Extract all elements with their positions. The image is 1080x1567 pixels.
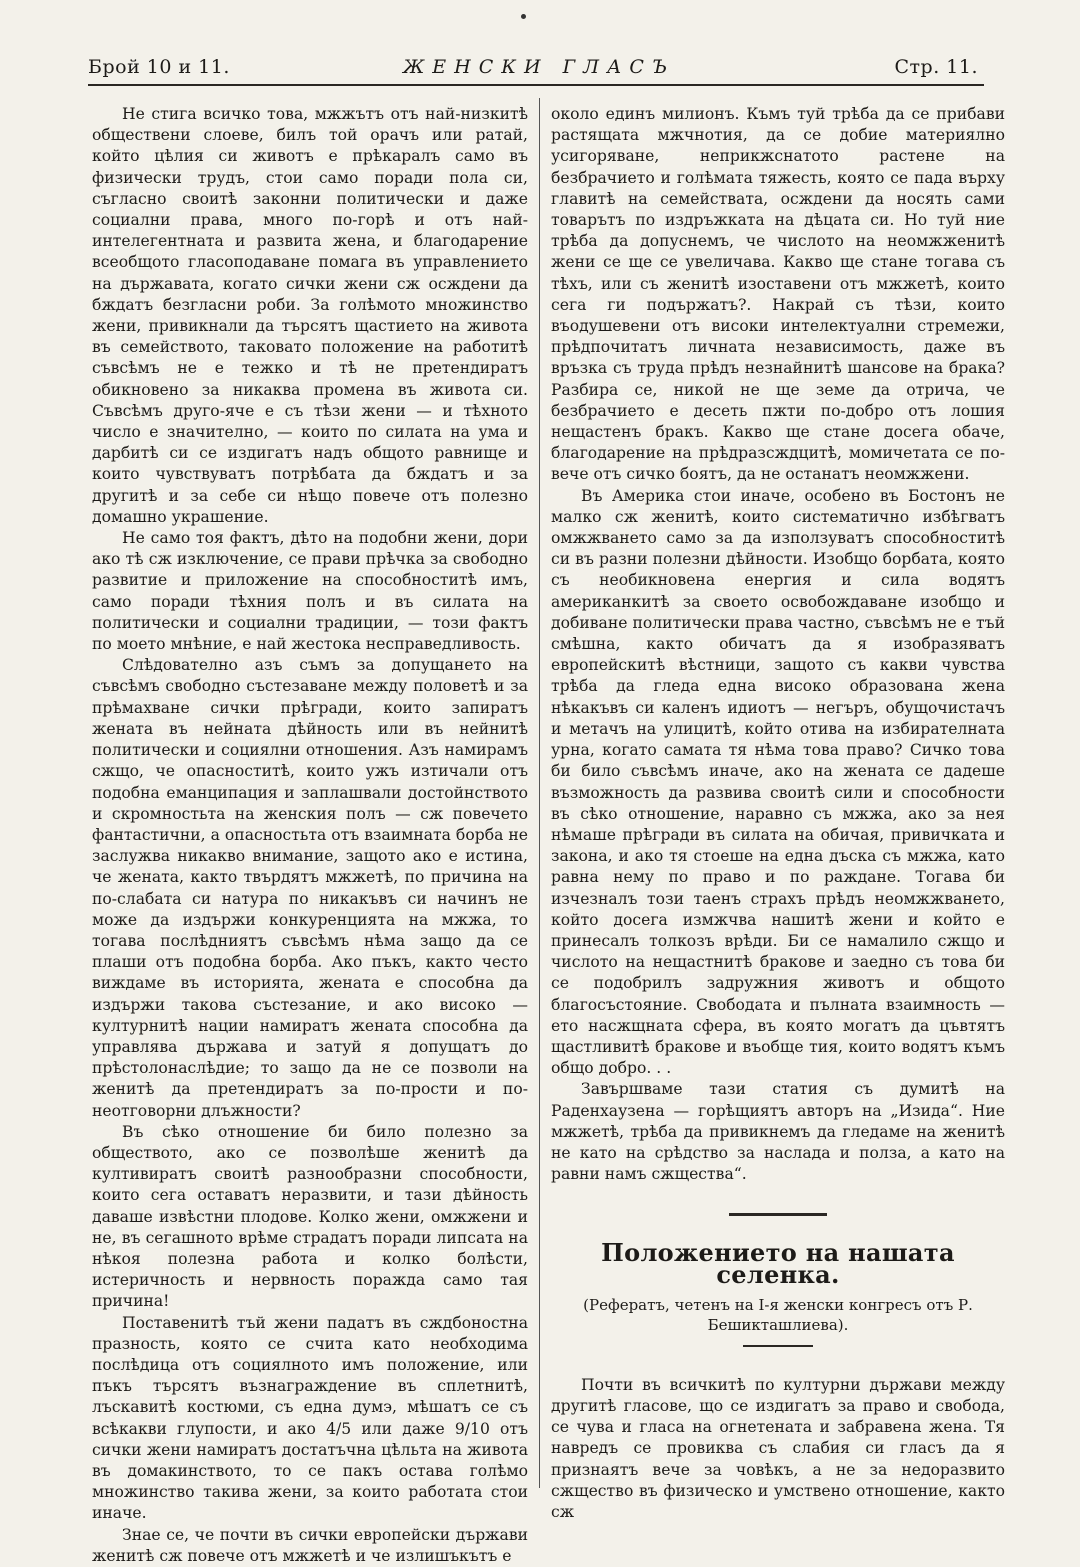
- paragraph: Въ Америка стои иначе, особено въ Бостонъ не малко сж женитѣ, които систематично избѣгватъ омжжването само за да използуватъ способноститѣ си въ разни полезни дѣйности. Изобщо борбата, която съ необикновена енергия и сила водятъ американкитѣ за своето освобождаване изобщо и добиване политически права частно, съвсѣмъ не е тъй смѣшна, както обичатъ да я изобразяватъ европейскитѣ вѣстници, защото съ какви чувства трѣба да гледа една високо образована жена нѣкакъвъ си каленъ идиотъ — негъръ, обущочистачъ и метачъ на улицитѣ, който отива на избирателната урна, когато самата тя нѣма това право? Сичко това би било съвсѣмъ иначе, ако на жената се дадеше възможность да развива своитѣ сили и способности въ сѣко отношение, наравно съ мжжа, ако за нея нѣмаше прѣгради въ силата на обичая, привичката и закона, и ако тя стоеше на една дъска съ мжжа, като равна нему по право и по раждане. Тогава би изчезналъ този таенъ страхъ прѣдъ неомжжването, който досега измжчва нашитѣ жени и който е принесалъ толкозъ врѣди. Би се намалило сжщо и числото на нещастнитѣ бракове и заедно съ това би се подобрилъ задружния животъ и общото благосъстояние. Свободата и пълната взаимность — ето насжщната сфера, въ която могатъ да цъвтятъ щастливитѣ бракове и въобще тия, които водятъ къмъ общо добро. . .: [551, 486, 1005, 1078]
- masthead-title: ЖЕНСКИ ГЛАСЪ: [402, 56, 676, 78]
- paragraph: Завършваме тази статия съ думитѣ на Раденхаузена — горѣщиятъ авторъ на „Изида“. Ние мжжетѣ, трѣба да привикнемъ да гледаме на женитѣ не като на срѣдство за наслада и полза, а като на равни намъ сжщества“.: [551, 1080, 1005, 1184]
- column-divider: [539, 98, 540, 1488]
- paragraph: Слѣдователно азъ съмъ за допущането на съвсѣмъ свободно състезаване между половетѣ и за прѣмахване сички прѣгради, които запиратъ жената въ нейната дѣйность или въ нейнитѣ политически и социялни отношения. Азъ намирамъ сжщо, че опасноститѣ, които ужъ изтичали отъ подобна еманципация и заплашвали достойнството и скромностьта на женския полъ — сж повечето фантастични, а опасностьта отъ взаимната борба не заслужва никакво внимание, защото ако е истина, че жената, както твърдятъ мжжетѣ, по причина на по-слабата си натура по никакъвъ си начинъ не може да издържи конкуренцията на мжжа, то тогава послѣдниятъ съвсѣмъ нѣма защо да се плаши отъ подобна борба. Ако пъкъ, както често виждаме въ историята, жената е способна да издържи такова състезание, и ако високо — културнитѣ нации намиратъ жената способна да управлява държава и затуй я допущатъ до прѣстолонаслѣдие; то защо да не се позволи на женитѣ да претендиратъ за по-прости и по-неотговорни длъжности?: [92, 656, 528, 1120]
- running-head: [88, 52, 990, 84]
- paragraph: Въ сѣко отношение би било полезно за обществото, ако се позволѣше женитѣ да култивиратъ своитѣ разнообразни способности, които сега оставатъ неразвити, и тази дѣйность даваше извѣстни плодове. Колко жени, омжжени и не, въ сегашното врѣме страдатъ поради липсата на нѣкоя полезна работа и колко болѣсти, истеричность и нервность поражда само тая причина!: [92, 1122, 528, 1311]
- issue-number: Брой 10 и 11.: [88, 56, 230, 78]
- paragraph: Не стига всичко това, мжжътъ отъ най-низкитѣ обществени слоеве, билъ той орачъ или ратай, който цѣлия си животъ е прѣкаралъ само въ физически трудъ, стои само поради пола си, съгласно своитѣ законни политически и даже социални права, много по-горѣ и отъ най-интелегентната и развита жена, и благодарение всеобщото гласоподаване помага въ управлението на държавата, когато сички жени сж осждени да бждатъ безгласни роби. За голѣмото множинство жени, привикнали да търсятъ щастието на живота въ семейството, таковато положение на работитѣ съвсѣмъ не е тежко и тѣ не претендиратъ обикновено за никаква промена въ живота си. Съвсѣмъ друго-яче е съ тѣзи жени — и тѣхното число е значително, — които по силата на ума и дарбитѣ си се издигатъ надъ общото равнище и които чувствуватъ потрѣбата да бждатъ и за другитѣ и за себе си нѣщо повече отъ полезно домашно украшение.: [92, 105, 528, 526]
- paragraph: Поставенитѣ тъй жени падатъ въ сждбоностна празность, която се счита като необходима послѣдица отъ социялното имъ положение, или пъкъ търсятъ възнаграждение въ сплетнитѣ, лъскавитѣ костюми, съ една думэ, мѣшатъ се съ всѣкакви глупости, и ако 4/5 или даже 9/10 отъ сички жени намиратъ достатъчна цѣльта на живота въ домакинството, то се пакъ остава голѣмо множинство такива жени, за които работата стои иначе.: [92, 1313, 528, 1523]
- header-rule: [88, 84, 984, 86]
- article-separator: [729, 1213, 827, 1216]
- subtitle-rule: [743, 1345, 813, 1347]
- article-title: Положението на нашата селенка.: [601, 1238, 955, 1289]
- paragraph: Не само тоя фактъ, дѣто на подобни жени, дори ако тѣ сж изключение, се прави прѣчка за свободно развитие и приложение на способноститѣ имъ, само поради тѣхния полъ и въ силата на политически и социални традиции, — този фактъ по моето мнѣние, е най жестока несправедливость.: [92, 529, 528, 654]
- ink-dot: [521, 14, 526, 19]
- right-column: [551, 104, 1005, 1523]
- paragraph: Знае се, че почти въ сички европейски държави женитѣ сж повече отъ мжжетѣ и че излишъкътъ е: [92, 1525, 528, 1565]
- left-column: [92, 104, 528, 1567]
- page-number: Стр. 11.: [894, 56, 978, 78]
- paragraph-continued: около единъ милионъ. Къмъ туй трѣба да се прибави растящата мжчнотия, да се добие материялно усигоряване, неприкжснатото растене на безбрачието и голѣмата тяжесть, която се пада върху главитѣ на семействата, осждени да носять сами товарътъ по издръжката на дѣцата си. Но туй ние трѣба да допуснемъ, че числото на неомжженитѣ жени се ще се увеличава. Какво ще стане тогава съ тѣхъ, или съ женитѣ изоставени отъ мжжетѣ, които сега ги подържатъ?. Накрай съ тѣзи, които въодушевени отъ високи интелектуални стремежи, прѣдпочитатъ личната независимость, даже въ връзка съ труда прѣдъ незнайнитѣ шансове на брака? Разбира се, никой не ще земе да отрича, че безбрачието е десеть пжти по-добро отъ лошия нещастенъ бракъ. Какво ще стане досега обаче, благодарение на прѣдразсждцитѣ, момичетата се по-вече отъ сичко боятъ, да не останатъ неомжжени.: [551, 105, 1005, 484]
- article-subtitle: (Рефератъ, четенъ на І-я женски конгресъ отъ Р. Бешикташлиева).: [583, 1295, 973, 1334]
- article-paragraph: Почти въ всичкитѣ по културни държави между другитѣ гласове, що се издигатъ за право и свобода, се чува и гласа на огнетената и забравена жена. Тя навредъ се провиква съ слабия си гласъ да я признаятъ вече за човѣкъ, а не за недоразвито сжщество въ физическо и умствено отношение, както сж: [551, 1375, 1005, 1521]
